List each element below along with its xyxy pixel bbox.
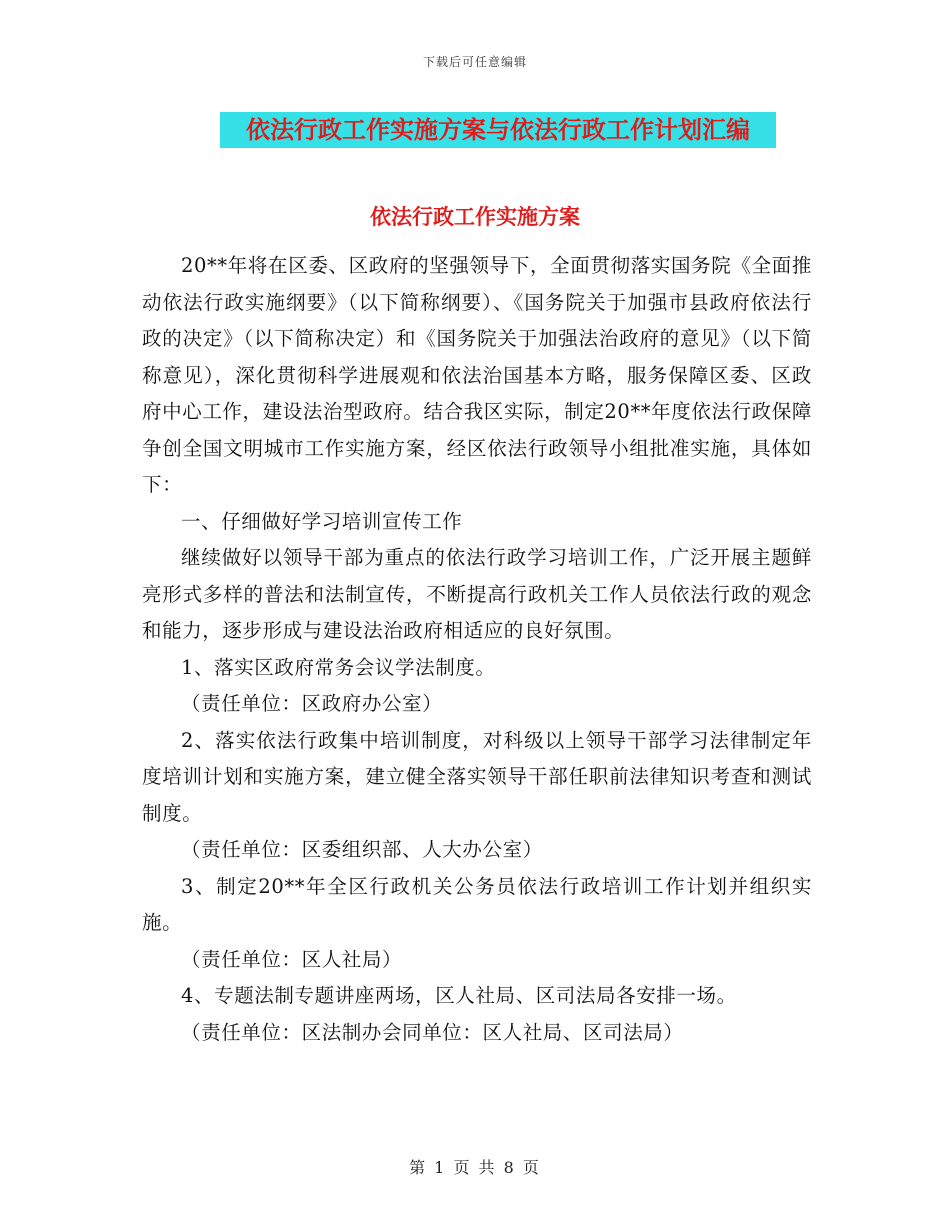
item-4-responsible: （责任单位：区法制办会同单位：区人社局、区司法局）	[181, 1020, 684, 1044]
main-title: 依法行政工作实施方案与依法行政工作计划汇编	[220, 112, 776, 148]
section-title: 依法行政工作实施方案	[370, 204, 580, 229]
page-number: 第 1 页 共 8 页	[409, 1158, 541, 1177]
paragraph-section-1: 继续做好以领导干部为重点的依法行政学习培训工作，广泛开展主题鲜亮形式多样的普法和法制宣传，不断提高行政机关工作人员依法行政的观念和能力，逐步形成与建设法治政府相适应的良好氛围。	[142, 546, 812, 642]
paragraph-intro: 20**年将在区委、区政府的坚强领导下，全面贯彻落实国务院《全面推动依法行政实施纲要》（以下简称纲要）、《国务院关于加强市县政府依法行政的决定》（以下简称决定）和《国务院关于加强法治政府的意见》（以下简称意见），深化贯彻科学进展观和依法治国基本方略，服务保障区委、区政府中心工作，建设法治型政府。结合我区实际，制定20**年度依法行政保障争创全国文明城市工作实施方案，经区依法行政领导小组批准实施，具体如下：	[142, 254, 812, 496]
item-4: 4、专题法制专题讲座两场，区人社局、区司法局各安排一场。	[181, 984, 737, 1007]
item-2: 2、落实依法行政集中培训制度，对科级以上领导干部学习法律制定年度培训计划和实施方案，建立健全落实领导干部任职前法律知识考查和测试制度。	[142, 728, 812, 825]
item-3-responsible: （责任单位：区人社局）	[181, 947, 403, 971]
item-1: 1、落实区政府常务会议学法制度。	[181, 655, 496, 679]
item-3: 3、制定20**年全区行政机关公务员依法行政培训工作计划并组织实施。	[142, 874, 812, 934]
heading-section-1: 一、仔细做好学习培训宣传工作	[181, 509, 463, 533]
item-2-responsible: （责任单位：区委组织部、人大办公室）	[181, 838, 543, 861]
item-1-responsible: （责任单位：区政府办公室）	[181, 692, 443, 715]
document-body	[142, 248, 812, 1051]
header-note: 下载后可任意编辑	[422, 55, 527, 69]
